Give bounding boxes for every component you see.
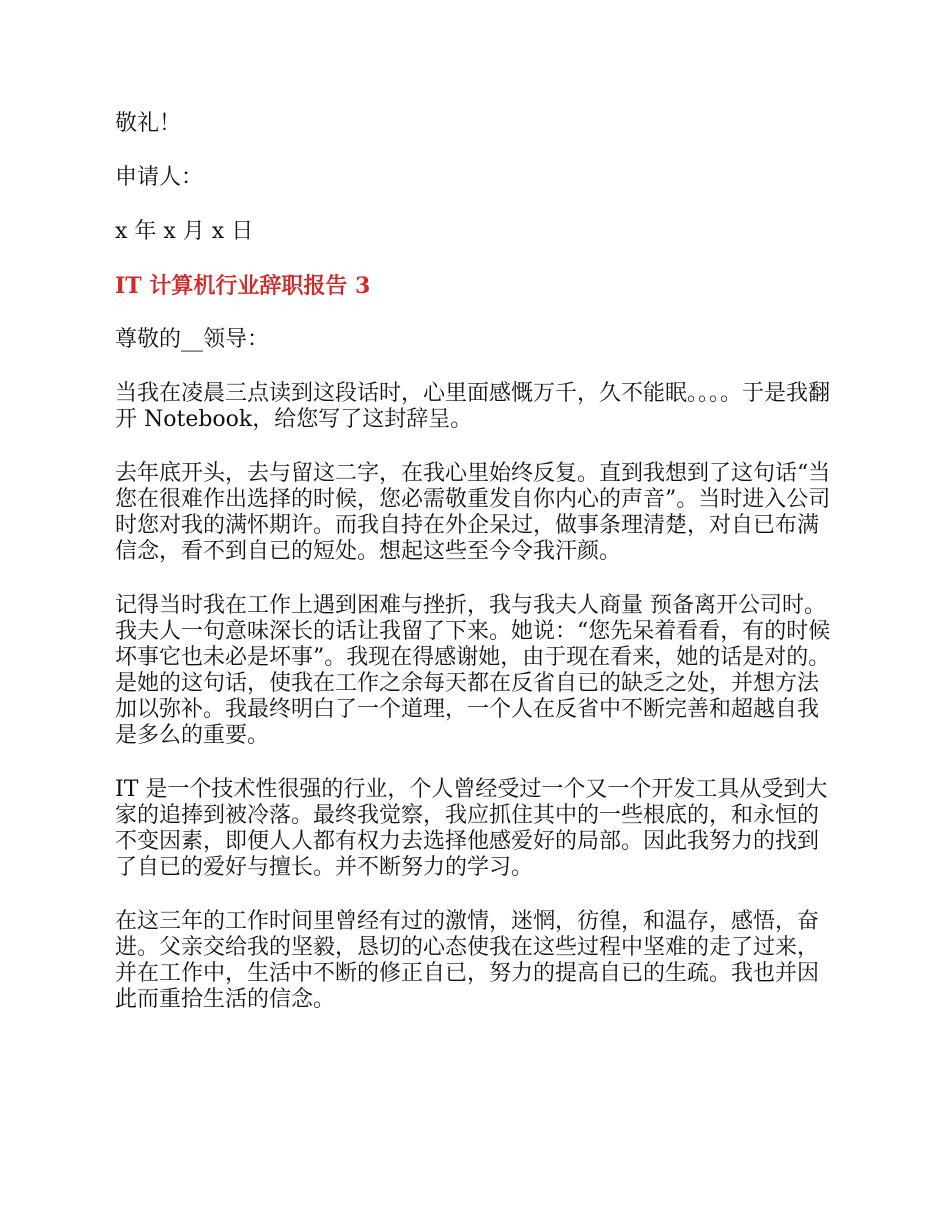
paragraph-4: IT 是一个技术性很强的行业，个人曾经受过一个又一个开发工具从受到大家的追捧到被冷落。最终我觉察，我应抓住其中的一些根底的，和永恒的不变因素，即便人人都有权力去选择他感爱好的局部。因此我努力的找到了自已的爱好与擅长。并不断努力的学习。 [115,777,828,880]
document-body [115,111,837,1041]
paragraph-3: 记得当时我在工作上遇到困难与挫折，我与我夫人商量 预备离开公司时。我夫人一句意味深长的话让我留了下来。她说：“您先呆着看看，有的时候坏事它也未必是坏事”。我现在得感谢她，由于现在看来，她的话是对的。是她的这句话，使我在工作之余每天都在反省自已的缺乏之处，并想方法加以弥补。我最终明白了一个道理，一个人在反省中不断完善和超越自我是多么的重要。 [115,593,831,748]
closing-salute: 敬礼！ [115,111,182,136]
paragraph-2: 去年底开头，去与留这二字，在我心里始终反复。直到我想到了这句话“当您在很难作出选择的时候，您必需敬重发自你内心的声音”。当时进入公司时您对我的满怀期许。而我自持在外企呆过，做事条理清楚，对自已布满信念，看不到自已的短处。想起这些至今令我汗颜。 [115,461,831,564]
applicant-label: 申请人： [115,165,204,190]
paragraph-5: 在这三年的工作时间里曾经有过的激情，迷惘，彷徨，和温存，感悟，奋进。父亲交给我的坚毅，恳切的心态使我在这些过程中坚难的走了过来，并在工作中，生活中不断的修正自已，努力的提高自已的生疏。我也并因此而重拾生活的信念。 [115,909,820,1012]
paragraph-1: 当我在凌晨三点读到这段话时，心里面感慨万千，久不能眠。。。。于是我翻开 Notebook，给您写了这封辞呈。 [115,381,831,432]
date-line: x 年 x 月 x 日 [115,219,254,244]
section-title: IT 计算机行业辞职报告 3 [115,273,371,299]
greeting: 尊敬的__领导： [115,327,270,352]
